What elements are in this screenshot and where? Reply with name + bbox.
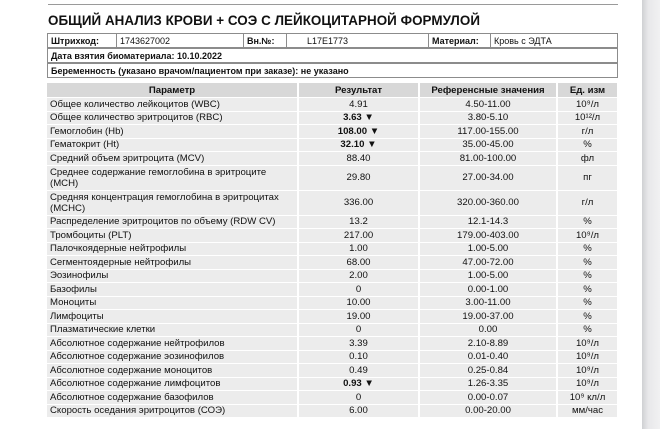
unit-cell: % [557, 242, 618, 256]
reference-cell: 19.00-37.00 [419, 310, 557, 324]
result-cell: 32.10 ▼ [298, 138, 419, 152]
table-row [47, 337, 618, 351]
ext-no-label: Вн.№: [244, 34, 287, 48]
result-cell: 0.10 [298, 350, 419, 364]
parameter-cell: Средний объем эритроцита (MCV) [47, 152, 298, 166]
parameter-cell: Абсолютное содержание моноцитов [47, 364, 298, 378]
unit-cell: % [557, 138, 618, 152]
sample-date: Дата взятия биоматериала: 10.10.2022 [48, 49, 618, 63]
unit-cell: г/л [557, 125, 618, 139]
parameter-cell: Абсолютное содержание лимфоцитов [47, 377, 298, 391]
material-value: Кровь с ЭДТА [491, 34, 618, 48]
parameter-cell: Лимфоциты [47, 310, 298, 324]
unit-cell: % [557, 215, 618, 229]
reference-cell: 81.00-100.00 [419, 152, 557, 166]
unit-cell: 10⁹/л [557, 337, 618, 351]
result-cell: 108.00 ▼ [298, 125, 419, 139]
result-cell: 0.93 ▼ [298, 377, 419, 391]
sample-info-row [47, 33, 618, 48]
table-row [47, 296, 618, 310]
result-cell: 336.00 [298, 190, 419, 215]
reference-cell: 35.00-45.00 [419, 138, 557, 152]
result-cell: 19.00 [298, 310, 419, 324]
result-cell: 10.00 [298, 296, 419, 310]
ext-no-value: L17E1773 [287, 34, 429, 48]
parameter-cell: Плазматические клетки [47, 323, 298, 337]
table-row [47, 125, 618, 139]
table-row [47, 256, 618, 270]
unit-cell: % [557, 256, 618, 270]
pregnancy-status: Беременность (указано врачом/пациентом при заказе): не указано [48, 64, 618, 78]
unit-cell: мм/час [557, 404, 618, 418]
table-row [47, 377, 618, 391]
reference-cell: 1.26-3.35 [419, 377, 557, 391]
parameter-cell: Тромбоциты (PLT) [47, 229, 298, 243]
unit-cell: % [557, 323, 618, 337]
table-row [47, 138, 618, 152]
results-header-row [47, 83, 618, 98]
result-cell: 68.00 [298, 256, 419, 270]
result-cell: 2.00 [298, 269, 419, 283]
reference-cell: 1.00-5.00 [419, 269, 557, 283]
table-row [47, 323, 618, 337]
unit-cell: 10⁹/л [557, 377, 618, 391]
reference-cell: 0.00 [419, 323, 557, 337]
result-cell: 0 [298, 283, 419, 297]
reference-cell: 3.80-5.10 [419, 111, 557, 125]
unit-cell: % [557, 269, 618, 283]
unit-cell: 10⁹/л [557, 98, 618, 112]
parameter-cell: Гемоглобин (Hb) [47, 125, 298, 139]
table-row [47, 242, 618, 256]
material-label: Материал: [429, 34, 491, 48]
parameter-cell: Сегментоядерные нейтрофилы [47, 256, 298, 270]
parameter-cell: Общее количество лейкоцитов (WBC) [47, 98, 298, 112]
reference-cell: 0.00-20.00 [419, 404, 557, 418]
barcode-value: 1743627002 [117, 34, 244, 48]
table-row [47, 152, 618, 166]
reference-cell: 179.00-403.00 [419, 229, 557, 243]
parameter-cell: Гематокрит (Ht) [47, 138, 298, 152]
result-cell: 0.49 [298, 364, 419, 378]
unit-cell: фл [557, 152, 618, 166]
unit-cell: 10⁹/л [557, 350, 618, 364]
result-cell: 88.40 [298, 152, 419, 166]
parameter-cell: Моноциты [47, 296, 298, 310]
parameter-cell: Распределение эритроцитов по объему (RDW CV) [47, 215, 298, 229]
parameter-cell: Абсолютное содержание нейтрофилов [47, 337, 298, 351]
parameter-cell: Палочкоядерные нейтрофилы [47, 242, 298, 256]
unit-cell: 10⁹/л [557, 364, 618, 378]
unit-cell: % [557, 283, 618, 297]
pregnancy-row [47, 63, 618, 78]
parameter-cell: Скорость оседания эритроцитов (СОЭ) [47, 404, 298, 418]
reference-cell: 0.00-0.07 [419, 391, 557, 405]
unit-cell: 10⁹/л [557, 229, 618, 243]
result-cell: 0 [298, 391, 419, 405]
report-title: ОБЩИЙ АНАЛИЗ КРОВИ + СОЭ С ЛЕЙКОЦИТАРНОЙ ФОРМУЛОЙ [48, 13, 481, 28]
parameter-cell: Общее количество эритроцитов (RBC) [47, 111, 298, 125]
parameter-cell: Абсолютное содержание эозинофилов [47, 350, 298, 364]
results-table [47, 83, 619, 418]
sample-date-row [47, 48, 618, 63]
result-cell: 3.63 ▼ [298, 111, 419, 125]
table-row [47, 165, 618, 190]
parameter-cell: Абсолютное содержание базофилов [47, 391, 298, 405]
header-unit: Ед. изм [557, 83, 618, 98]
unit-cell: 10¹²/л [557, 111, 618, 125]
reference-cell: 4.50-11.00 [419, 98, 557, 112]
result-cell: 13.2 [298, 215, 419, 229]
table-row [47, 350, 618, 364]
barcode-label: Штрихкод: [48, 34, 117, 48]
page-edge-shadow [642, 0, 660, 429]
reference-cell: 320.00-360.00 [419, 190, 557, 215]
result-cell: 1.00 [298, 242, 419, 256]
table-row [47, 404, 618, 418]
table-row [47, 391, 618, 405]
unit-cell: пг [557, 165, 618, 190]
table-row [47, 215, 618, 229]
result-cell: 6.00 [298, 404, 419, 418]
table-row [47, 283, 618, 297]
table-row [47, 229, 618, 243]
reference-cell: 47.00-72.00 [419, 256, 557, 270]
reference-cell: 0.25-0.84 [419, 364, 557, 378]
header-result: Результат [298, 83, 419, 98]
parameter-cell: Базофилы [47, 283, 298, 297]
reference-cell: 1.00-5.00 [419, 242, 557, 256]
result-cell: 217.00 [298, 229, 419, 243]
top-divider [48, 0, 618, 5]
parameter-cell: Средняя концентрация гемоглобина в эритроцитах (MCHC) [47, 190, 298, 215]
result-cell: 0 [298, 323, 419, 337]
table-row [47, 111, 618, 125]
table-row [47, 269, 618, 283]
table-row [47, 364, 618, 378]
reference-cell: 27.00-34.00 [419, 165, 557, 190]
header-parameter: Параметр [47, 83, 298, 98]
reference-cell: 0.00-1.00 [419, 283, 557, 297]
table-row [47, 310, 618, 324]
unit-cell: г/л [557, 190, 618, 215]
result-cell: 29.80 [298, 165, 419, 190]
header-reference: Референсные значения [419, 83, 557, 98]
reference-cell: 3.00-11.00 [419, 296, 557, 310]
reference-cell: 117.00-155.00 [419, 125, 557, 139]
unit-cell: % [557, 310, 618, 324]
unit-cell: 10⁹ кл/л [557, 391, 618, 405]
table-row [47, 190, 618, 215]
result-cell: 4.91 [298, 98, 419, 112]
reference-cell: 12.1-14.3 [419, 215, 557, 229]
parameter-cell: Среднее содержание гемоглобина в эритроците (MCH) [47, 165, 298, 190]
reference-cell: 2.10-8.89 [419, 337, 557, 351]
result-cell: 3.39 [298, 337, 419, 351]
unit-cell: % [557, 296, 618, 310]
reference-cell: 0.01-0.40 [419, 350, 557, 364]
parameter-cell: Эозинофилы [47, 269, 298, 283]
table-row [47, 98, 618, 112]
